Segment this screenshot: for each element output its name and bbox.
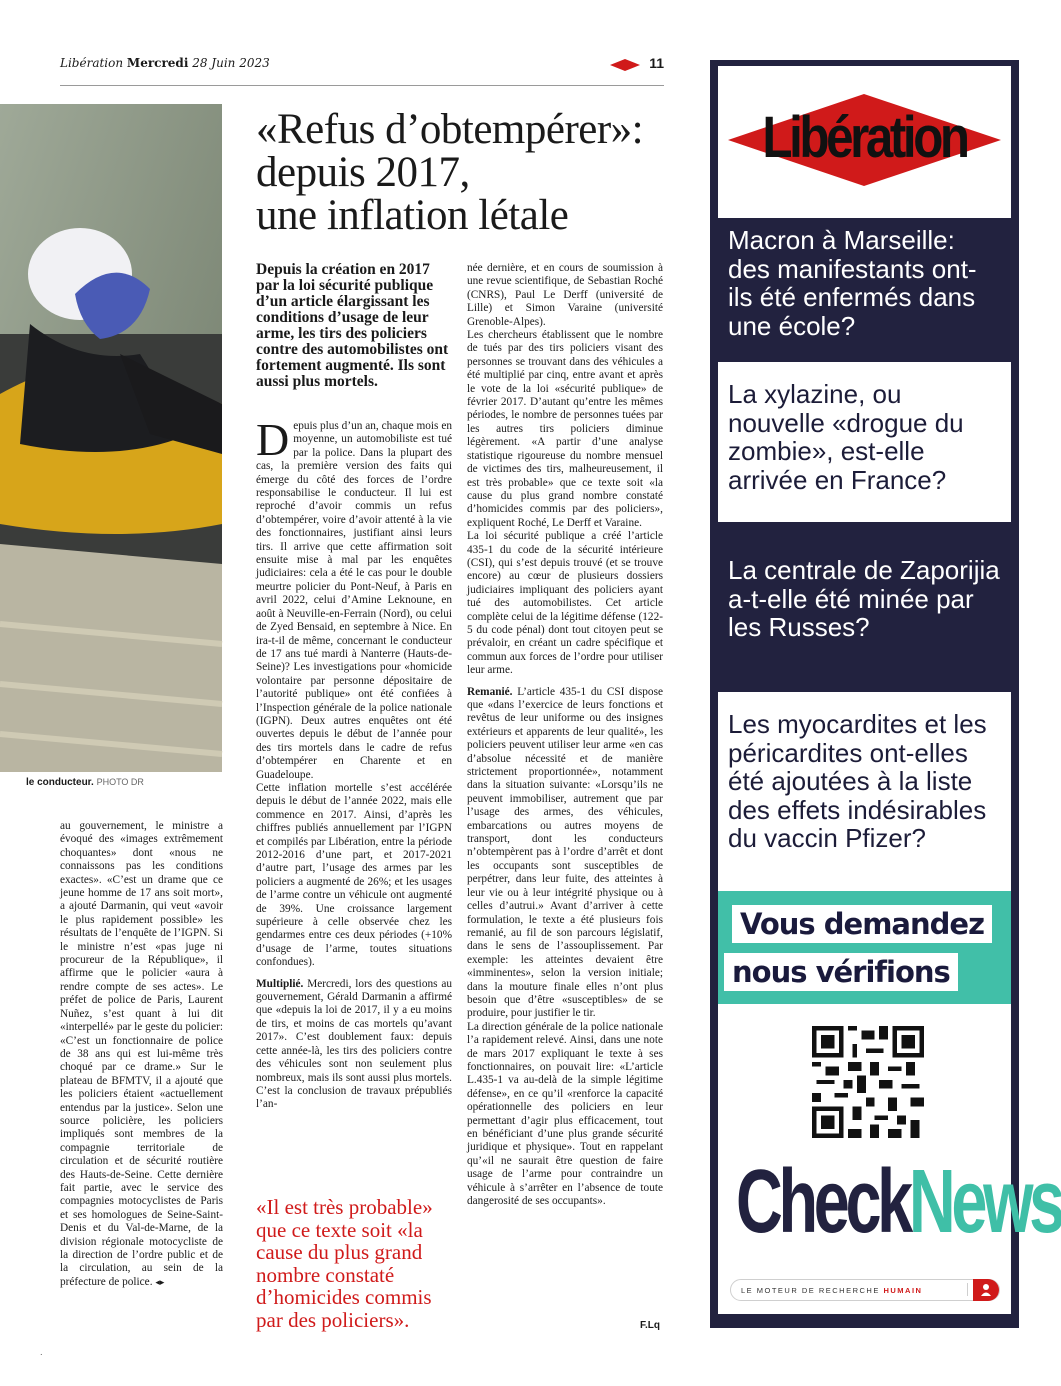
checknews-promo-panel[interactable]: [710, 60, 1061, 1328]
paragraph: [467, 686, 663, 1021]
paragraph: Les chercheurs établissent que le nombre de tués par des tirs policiers visant des personnes se trouvant dans des véhicules a été multiplié par cinq, entre avant et après le vote de la loi «sécurité publique» de février 2017. D’autant qu’entre les mêmes périodes, le nombre de personnes tuées par les autres tirs policiers diminue légèrement. «A partir d’une analyse statistique rigoureuse du nombre mensuel de victimes des tirs, malheureusement, il est très probable» que ce texte soit «la cause du plus grand nombre constaté d’homicides commis par des policiers», expliquent Roché, Le Derff et Varaine.: [467, 329, 663, 529]
paragraph: La direction générale de la police nationale l’a rapidement relevé. Ainsi, dans une note de mars 2017 expliquant le texte à ses fonctionnaires, on pouvait lire: «L’article L.435-1 va au-delà de la simple légitime défense», en ce qu’il «renforce la capacité opérationnelle des policiers en leur permettant d’agir plus efficacement, tout en bénéficiant d’une plus grande sécurité juridique et physique». Tout en rappelant qu’«il ne saurait être question de faire usage de l’arme pour contraindre un véhicule à s’arrêter en l’absence de toute dangerosité de ses occupants».: [467, 1020, 663, 1208]
photo-caption: [26, 777, 144, 788]
question-2[interactable]: La xylazine, ou nouvelle «drogue du zombie», est-elle arrivée en France?: [718, 362, 1011, 522]
search-bar[interactable]: [730, 1279, 1000, 1301]
publication-name: Libération: [60, 56, 124, 70]
article-column-1: [60, 820, 223, 1289]
police-officer-photo: [0, 104, 222, 772]
paragraph-text: au gouvernement, le ministre a évoqué des «images extrêmement choquantes» dont «nous ne connaissons pas les conditions exactes». «C’est un drame que ce jeune homme de 17 ans soit mort», a ajouté Darmanin, qui veut «avoir le plus rapidement possible» les résultats de l’enquête de l’IGPN. Si le ministre n’est «pas juge ni procureur de la République», il affirme que le policier «aura à rendre compte de ses actes». Le préfet de police de Paris, Laurent Nuñez, s’est quant à lui dit «interpellé» par le geste du policier: «C’est un fonctionnaire de police de 38 ans qui est lui-même très choqué par ce drame.» Sur le plateau de BFMTV, il a ajouté que les policiers étaient «actuellement entendus par la justice». Selon une source policière, les policiers impliqués sont membres de la compagnie territoriale de circulation et de sécurité routière des Hauts-de-Seine. Cette dernière fait partie, avec le service des compagnies motocyclistes de Paris et ses homologues de Seine-Saint-Denis et du Val-de-Marne, de la division régionale motocycliste de la direction de l’ordre public et de la circulation, au sein de la préfecture de police.: [60, 820, 223, 1288]
article-standfirst: Depuis la création en 2017 par la loi sécurité publique d’un article élargissant les conditions d’usage de leur arme, les tirs des policiers contre des automobilistes ont fortement augmenté. Ils sont aussi plus mortels.: [256, 261, 449, 390]
headline-line: depuis 2017,: [256, 149, 470, 196]
paragraph: La loi sécurité publique a créé l’article 435-1 du code de la sécurité intérieure (CSI), qui s’est depuis trouvé (et se trouve encore) au cœur de plusieurs dossiers judiciaires impliquant des policiers ayant tué des automobilistes. Cet article complète celui de la légitime défense (122-5 du code pénal) dont tout citoyen peut se prévaloir, en créant un cadre spécifique et commun aux forces de l’ordre pour utiliser leur arme.: [467, 530, 663, 677]
page-number: 11: [649, 55, 664, 71]
caption-text: le conducteur.: [26, 777, 94, 788]
article-photo: [0, 104, 222, 772]
question-1[interactable]: Macron à Marseille: des manifestants ont-ils été enfermés dans une école?: [728, 225, 977, 341]
brand-news: News: [908, 1152, 1061, 1252]
checknews-block: [718, 1004, 1061, 1314]
qr-code-icon[interactable]: [812, 1026, 924, 1138]
search-bar-text: LE MOTEUR DE RECHERCHE: [741, 1286, 880, 1295]
user-icon: [973, 1279, 999, 1301]
paragraph: [60, 820, 223, 1289]
divider: [967, 1283, 968, 1296]
drop-cap: D: [256, 414, 290, 465]
question-4[interactable]: Les myocardites et les péricardites ont-elles été ajoutées à la liste des effets indésirables du vaccin Pfizer?: [718, 692, 1011, 891]
tagline-ask: Vous demandez: [732, 905, 992, 943]
headline-line: «Refus d’obtempérer»:: [256, 106, 644, 153]
photo-credit: PHOTO DR: [96, 777, 144, 787]
checknews-logo: [736, 1152, 1061, 1252]
question-3[interactable]: La centrale de Zaporijia a-t-elle été minée par les Russes?: [728, 555, 1000, 642]
article-headline: [256, 108, 676, 237]
paragraph: Cette inflation mortelle s’est accélérée depuis le début de l’année 2022, mais elle commence en 2017. Ainsi, d’après les chiffres publiés annuellement par l’IGPN et compilés par Libération, entre la période 2012-2016 d’une part, et 2017-2021 d’autre part, l’usage des armes par les policiers a augmenté de 26%; et les usages de l’arme contre un véhicule ont augmenté de 39%. Une croissance largement supérieure à celle observée chez les gendarmes entre ces deux périodes (+10% d’usage de l’arme, toutes situations confondues).: [256, 781, 452, 969]
header-date: 28 Juin 2023: [192, 56, 270, 70]
search-button[interactable]: [973, 1279, 999, 1301]
pull-quote: «Il est très probable» que ce texte soit «la cause du plus grand nombre constaté d’homicides commis par des policiers».: [256, 1195, 433, 1332]
brand-check: Check: [736, 1152, 909, 1252]
page-header: [60, 56, 664, 76]
paragraph-text: L’article 435-1 du CSI dispose que «dans l’exercice de leurs fonctions et revêtus de leur uniforme ou des insignes extérieurs et apparents de leur qualité», les policiers peuvent utiliser leur arme «en cas d’absolue nécessité et de manière strictement proportionnée», notamment dans la situation suivante: «Lorsqu’ils ne peuvent immobiliser, autrement que par l’usage des armes, des véhicules, embarcations ou autres moyens de transport, dont les conducteurs n’obtempèrent pas à l’ordre d’arrêt et dont les occupants sont susceptibles de perpétrer, dans leur fuite, des atteintes à leur vie ou à leur intégrité physique ou à celles d’autrui.» Avant d’arriver à cette formulation, le texte a été plusieurs fois remanié, au fil de son parcours législatif, dans le sens de l’assouplissement. Par exemple: les atteintes devaient être «imminentes», selon la version initiale; dans la mouture finale elles n’ont plus besoin que d’être «susceptibles» de se produire, pour justifier le tir.: [467, 685, 663, 1020]
author-signature: F.Lq: [640, 1320, 660, 1331]
paragraph: [256, 978, 452, 1112]
page-mark: .: [40, 1348, 43, 1357]
search-bar-highlight: HUMAIN: [883, 1286, 923, 1295]
paragraph: [256, 414, 452, 782]
article-column-2: [256, 414, 452, 1112]
logo-text: Libération: [762, 105, 967, 170]
diamond-icon: [610, 59, 640, 71]
headline-line: une inflation létale: [256, 192, 569, 239]
header-day: Mercredi: [126, 56, 189, 70]
intertitle: Remanié.: [467, 685, 513, 698]
paragraph-text: Mercredi, lors des questions au gouvernement, Gérald Darmanin a affirmé que «depuis la loi de 2017, il y a eu moins de tirs, et moins de cas mortels qu’avant 2017». C’est doublement faux: depuis cette année-là, les tirs des policiers contre des véhicules sont non seulement plus nombreux, mais ils sont aussi plus mortels. C’est la conclusion de travaux prépubliés l’an-: [256, 977, 452, 1111]
end-mark-icon: ◂▸: [155, 1276, 165, 1287]
header-rule: [60, 85, 664, 86]
paragraph: née dernière, et en cours de soumission à une revue scientifique, de Sebastian Roché (CNRS), Paul Le Derff (université de Lille) et Simon Varaine (université Grenoble-Alpes).: [467, 262, 663, 328]
liberation-logo: [718, 66, 1011, 218]
tagline-block: [718, 891, 1011, 1004]
tagline-verify: nous vérifions: [724, 953, 958, 991]
paragraph-text: epuis plus d’un an, chaque mois en moyenne, un automobiliste est tué par la police. Dans la plupart des cas, la première version des faits qui émerge du côté des forces de l’ordre responsabilise le conducteur. Il lui est reproché d’avoir commis un refus d’obtempérer, voire d’avoir attenté à la vie des fonctionnaires, justifiant ainsi leurs tirs. Il arrive que cette affirmation soit ensuite mise à mal par les enquêtes judiciaires: cela a été le cas pour le double meurtre policier du Pont-Neuf, à Paris en avril 2022, celui d’Amine Leknoune, en août à Neuville-en-Ferrain (Nord), ou celui de Zyed Bensaid, en septembre à Nice. En ira-t-il de même, concernant le conducteur de 17 ans tué mardi à Nanterre (Hauts-de-Seine)? Les investigations pour «homicide volontaire par personne dépositaire de l’autorité publique» ont été confiées à l’Inspection générale de la police nationale (IGPN). Deux autres enquêtes ont été ouvertes depuis le début de l’année pour des tirs mortels dans le cadre de refus d’obtempérer en Charente et en Guadeloupe.: [256, 420, 452, 781]
article-column-3: [467, 262, 663, 1208]
intertitle: Multiplié.: [256, 977, 304, 990]
